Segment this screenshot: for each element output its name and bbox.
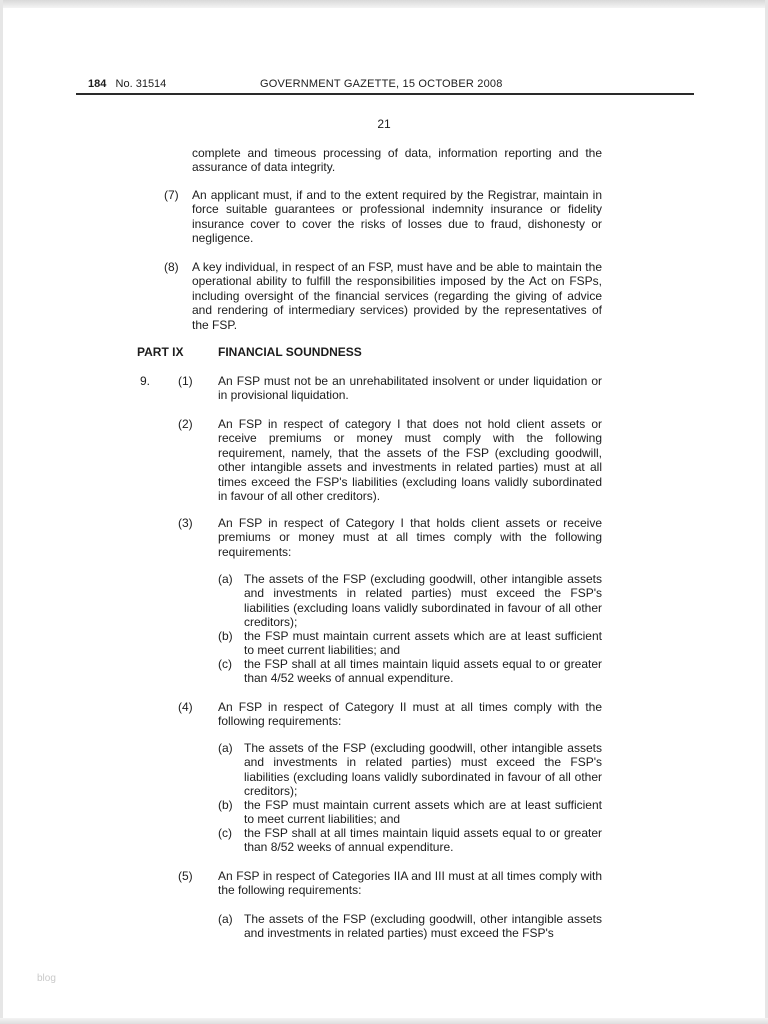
- part-label: PART IX: [137, 345, 184, 359]
- continuation-paragraph: complete and timeous processing of data, information reporting and the assurance of data integrity.: [192, 146, 602, 175]
- subsection-3a-text: The assets of the FSP (excluding goodwill, other intangible assets and investments in related parties) must exceed the FSP's liabilities (excluding loans validly subordinated in favour of all other creditors);: [244, 572, 602, 630]
- subsection-4c-number: (c): [218, 826, 232, 840]
- part-title: FINANCIAL SOUNDNESS: [218, 345, 362, 359]
- subsection-4b-text: the FSP must maintain current assets which are at least sufficient to meet current liabilities; and: [244, 798, 602, 827]
- subsection-3-text: An FSP in respect of Category I that holds client assets or receive premiums or money must at all times comply with the following requirements:: [218, 516, 602, 559]
- header-issue-number: No. 31514: [115, 78, 167, 90]
- subsection-2-number: (2): [178, 417, 193, 431]
- watermark: blog: [37, 973, 56, 984]
- page-bottom-edge: [0, 1018, 768, 1024]
- subsection-3b-text: the FSP must maintain current assets which are at least sufficient to meet current liabilities; and: [244, 629, 602, 658]
- subsection-4c-text: the FSP shall at all times maintain liquid assets equal to or greater than 8/52 weeks of annual expenditure.: [244, 826, 602, 855]
- subsection-4a-text: The assets of the FSP (excluding goodwill, other intangible assets and investments in related parties) must exceed the FSP's liabilities (excluding loans validly subordinated in favour of all other creditors);: [244, 741, 602, 799]
- subsection-1-text: An FSP must not be an unrehabilitated insolvent or under liquidation or in provisional liquidation.: [218, 374, 602, 403]
- page-left-edge: [0, 0, 3, 1024]
- subsection-5a-text: The assets of the FSP (excluding goodwill, other intangible assets and investments in related parties) must exceed the FSP's: [244, 912, 602, 941]
- subsection-5a-number: (a): [218, 912, 233, 926]
- clause-7-number: (7): [164, 188, 179, 202]
- clause-7-text: An applicant must, if and to the extent required by the Registrar, maintain in force suitable guarantees or professional indemnity insurance or fidelity insurance cover to cover the risks of losses due to fraud, dishonesty or negligence.: [192, 188, 602, 246]
- subsection-4a-number: (a): [218, 741, 233, 755]
- subsection-3-number: (3): [178, 516, 193, 530]
- subsection-3a-number: (a): [218, 572, 233, 586]
- subsection-5-number: (5): [178, 869, 193, 883]
- subsection-4-text: An FSP in respect of Category II must at all times comply with the following requirements:: [218, 700, 602, 729]
- subsection-4b-number: (b): [218, 798, 233, 812]
- subsection-1-number: (1): [178, 374, 193, 388]
- header-left: [88, 78, 166, 90]
- clause-8-text: A key individual, in respect of an FSP, must have and be able to maintain the operational ability to fulfill the responsibilities imposed by the Act on FSPs, including oversight of the financial services (regarding the giving of advice and rendering of intermediary services) provided by the representatives of the FSP.: [192, 260, 602, 332]
- subsection-3c-number: (c): [218, 657, 232, 671]
- subsection-3b-number: (b): [218, 629, 233, 643]
- header-rule: [76, 93, 694, 95]
- subsection-3c-text: the FSP shall at all times maintain liquid assets equal to or greater than 4/52 weeks of annual expenditure.: [244, 657, 602, 686]
- page-top-edge: [0, 0, 768, 8]
- subsection-4-number: (4): [178, 700, 193, 714]
- page-folio: 21: [377, 117, 391, 131]
- clause-8-number: (8): [164, 260, 179, 274]
- header-page-number: 184: [88, 78, 107, 90]
- subsection-2-text: An FSP in respect of category I that does not hold client assets or receive premiums or money must comply with the following requirement, namely, that the assets of the FSP (excluding goodwill, other intangible assets and investments in related parties) must at all times exceed the FSP's liabilities (excluding loans validly subordinated in favour of all other creditors).: [218, 417, 602, 504]
- subsection-5-text: An FSP in respect of Categories IIA and III must at all times comply with the following requirements:: [218, 869, 602, 898]
- section-9-number: 9.: [140, 374, 151, 388]
- header-title: GOVERNMENT GAZETTE, 15 OCTOBER 2008: [260, 78, 503, 90]
- running-header: [88, 78, 694, 94]
